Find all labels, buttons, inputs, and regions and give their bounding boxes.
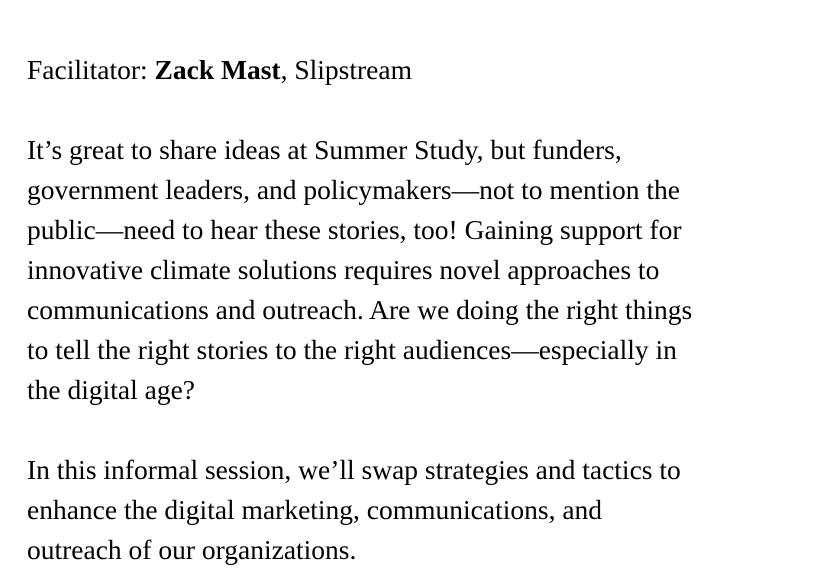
text-line: innovative climate solutions requires novel approaches to	[27, 254, 660, 285]
text-line: government leaders, and policymakers—not to mention the	[27, 174, 680, 205]
text-line: outreach of our organizations.	[27, 534, 357, 565]
text-line: communications and outreach. Are we doing the right things	[27, 294, 693, 325]
facilitator-label: Facilitator:	[27, 54, 155, 85]
text-line: to tell the right stories to the right audiences—especially in	[27, 334, 677, 365]
intro-paragraph	[27, 130, 817, 410]
paragraph-spacer	[27, 90, 817, 130]
facilitator-separator: ,	[280, 54, 295, 85]
text-line: It’s great to share ideas at Summer Study, but funders,	[27, 134, 622, 165]
text-line: the digital age?	[27, 374, 195, 405]
paragraph-spacer	[27, 410, 817, 450]
text-line: public—need to hear these stories, too! Gaining support for	[27, 214, 682, 245]
session-description	[27, 50, 817, 570]
session-paragraph	[27, 450, 817, 570]
text-line: In this informal session, we’ll swap strategies and tactics to	[27, 454, 681, 485]
facilitator-name: Zack Mast	[154, 54, 281, 85]
text-line: enhance the digital marketing, communications, and	[27, 494, 603, 525]
facilitator-line	[27, 50, 817, 90]
facilitator-org: Slipstream	[294, 54, 412, 85]
